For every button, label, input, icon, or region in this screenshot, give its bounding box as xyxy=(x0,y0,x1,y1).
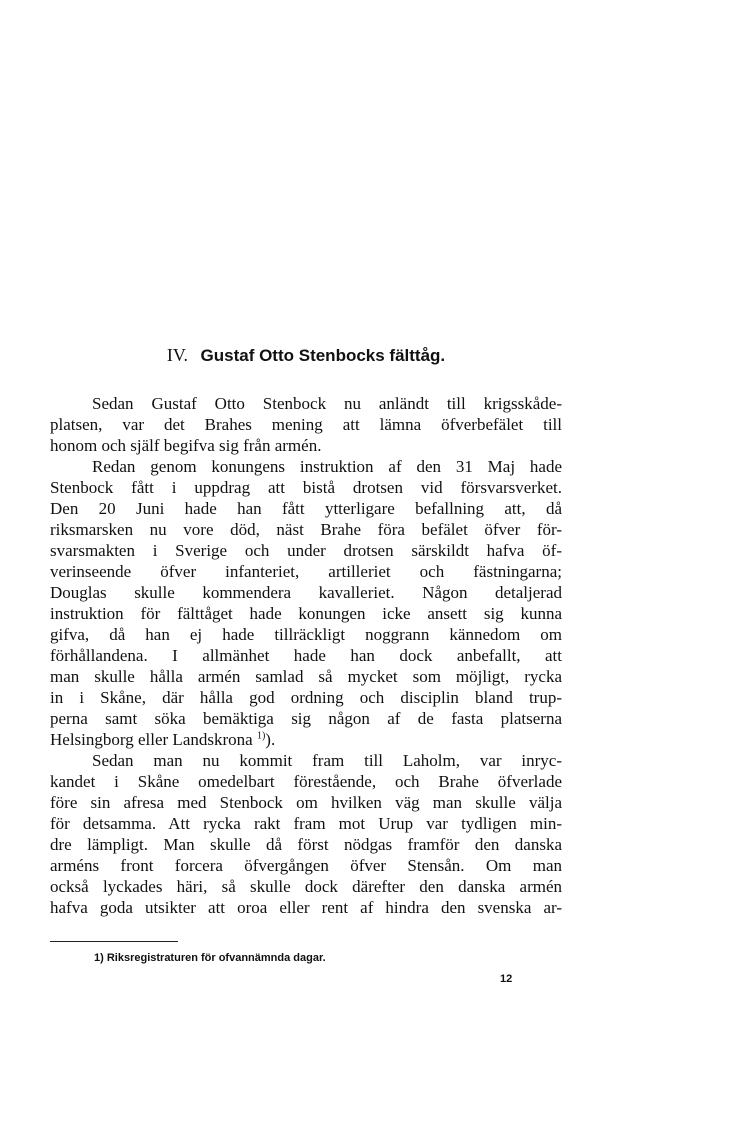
text-line: Douglas skulle kommendera kavalleriet. Någon detaljerad xyxy=(50,583,562,602)
text-line: in i Skåne, där hålla god ordning och disciplin bland trup- xyxy=(50,688,562,707)
text-line: förhållandena. I allmänhet hade han dock anbefallt, att xyxy=(50,646,562,665)
text-line: kandet i Skåne omedelbart förestående, och Brahe öfverlade xyxy=(50,772,562,791)
footnote-divider xyxy=(50,941,178,942)
text-line: Stenbock fått i uppdrag att bistå drotsen vid försvarsverket. xyxy=(50,478,562,497)
text-line: Redan genom konungens instruktion af den 31 Maj hade xyxy=(92,457,562,476)
text-line: perna samt söka bemäktiga sig någon af de fasta platserna xyxy=(50,709,562,728)
footnote-reference: 1) xyxy=(256,730,266,742)
text-line: man skulle hålla armén samlad så mycket som möjligt, rycka xyxy=(50,667,562,686)
page-number: 12 xyxy=(500,973,513,985)
text-line: Den 20 Juni hade han fått ytterligare befallning att, då xyxy=(50,499,562,518)
chapter-numeral: IV. xyxy=(166,345,189,365)
text-line: hafva goda utsikter att oroa eller rent af hindra den svenska ar- xyxy=(50,898,562,917)
footnote xyxy=(94,951,326,965)
text-line: gifva, då han ej hade tillräckligt noggrann kännedom om xyxy=(50,625,562,644)
text-line: för detsamma. Att rycka rakt fram mot Urup var tydligen min- xyxy=(50,814,562,833)
text-line-tail: ). xyxy=(265,730,276,749)
text-line: Sedan man nu kommit fram till Laholm, var inryc- xyxy=(92,751,562,770)
text-line: Sedan Gustaf Otto Stenbock nu anländt till krigsskåde- xyxy=(92,394,562,413)
body-text xyxy=(50,393,562,918)
footnote-marker: 1) xyxy=(94,952,104,964)
text-line-with-footnote xyxy=(50,729,562,750)
text-line: honom och själf begifva sig från armén. xyxy=(50,436,322,455)
text-line: svarsmakten i Sverige och under drotsen särskildt hafva öf- xyxy=(50,541,562,560)
chapter-title: Gustaf Otto Stenbocks fälttåg. xyxy=(200,346,446,365)
text-line: också lyckades häri, så skulle dock därefter den danska armén xyxy=(50,877,562,896)
text-line: dre lämpligt. Man skulle då först nödgas framför den danska xyxy=(50,835,562,854)
text-line: före sin afresa med Stenbock om hvilken väg man skulle välja xyxy=(50,793,562,812)
text-line: verinseende öfver infanteriet, artilleriet och fästningarna; xyxy=(50,562,562,581)
text-line: arméns front forcera öfvergången öfver Stensån. Om man xyxy=(50,856,562,875)
footnote-text: Riksregistraturen för ofvannämnda dagar. xyxy=(106,952,326,964)
text-line-content: Helsingborg eller Landskrona xyxy=(50,730,253,749)
text-line: instruktion för fälttåget hade konungen icke ansett sig kunna xyxy=(50,604,562,623)
text-line: riksmarsken nu vore död, näst Brahe föra befälet öfver för- xyxy=(50,520,562,539)
text-line: platsen, var det Brahes mening att lämna öfverbefälet till xyxy=(50,415,562,434)
chapter-heading xyxy=(50,343,562,368)
